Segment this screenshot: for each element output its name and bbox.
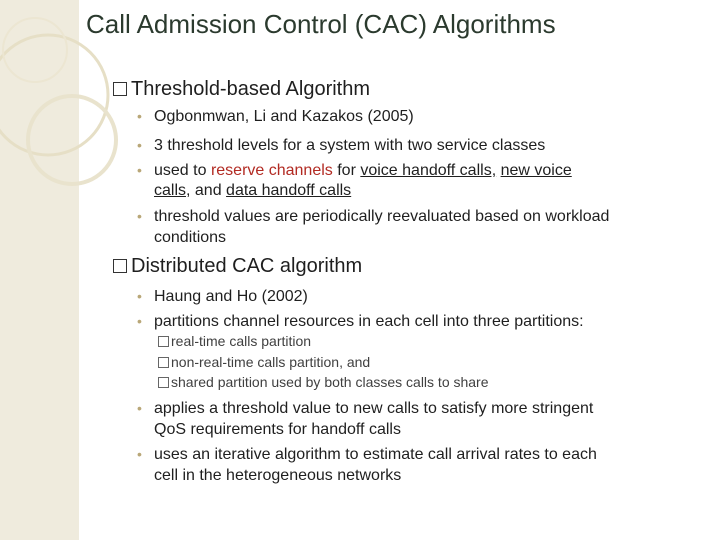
checkbox-icon bbox=[158, 377, 169, 388]
checkbox-icon bbox=[113, 259, 127, 273]
link-data-handoff[interactable]: data handoff calls bbox=[226, 182, 352, 199]
checkbox-icon bbox=[113, 82, 127, 96]
link-voice-handoff[interactable]: voice handoff calls, bbox=[360, 162, 497, 179]
slide-content: Threshold-based Algorithm • Ogbonmwan, Li and Kazakos (2005) • 3 threshold levels for a system with two service classes • used to reserve channels for voice handoff calls, new voice calls, and data handoff calls • threshold values are periodically reevaluated based on workload conditions Distributed CAC algorithm • Haung and Ho (2002) • partitions channel resources in each cell into three partitions: real-time calls partition non-real-time calls partition, and shared partition used by both classes calls to share • applies a threshold value to new calls to satisfy more stringent QoS requirements for handoff calls • uses an iterative algorithm to estimate call arrival rates to each cell in the heterogeneous networks bbox=[0, 0, 720, 540]
sub-list-item: non-real-time calls partition, and bbox=[158, 354, 370, 370]
sub-list-item: shared partition used by both classes calls to share bbox=[158, 374, 489, 390]
sub-list-item: real-time calls partition bbox=[158, 333, 311, 349]
bullet-icon: • bbox=[137, 137, 142, 153]
bullet-icon: • bbox=[137, 313, 142, 329]
bullet-icon: • bbox=[137, 400, 142, 416]
section-heading-threshold: Threshold-based Algorithm bbox=[113, 78, 370, 101]
bullet-icon: • bbox=[137, 208, 142, 224]
bullet-icon: • bbox=[137, 162, 142, 178]
link-calls[interactable]: calls bbox=[154, 182, 187, 199]
slide-title: Call Admission Control (CAC) Algorithms bbox=[86, 9, 556, 39]
checkbox-icon bbox=[158, 336, 169, 347]
bullet-icon: • bbox=[137, 108, 142, 124]
bullet-icon: • bbox=[137, 446, 142, 462]
section-heading-distributed: Distributed CAC algorithm bbox=[113, 255, 362, 278]
bullet-icon: • bbox=[137, 288, 142, 304]
link-new-voice[interactable]: new voice bbox=[500, 162, 572, 179]
checkbox-icon bbox=[158, 357, 169, 368]
highlight-text: reserve channels bbox=[210, 162, 333, 179]
